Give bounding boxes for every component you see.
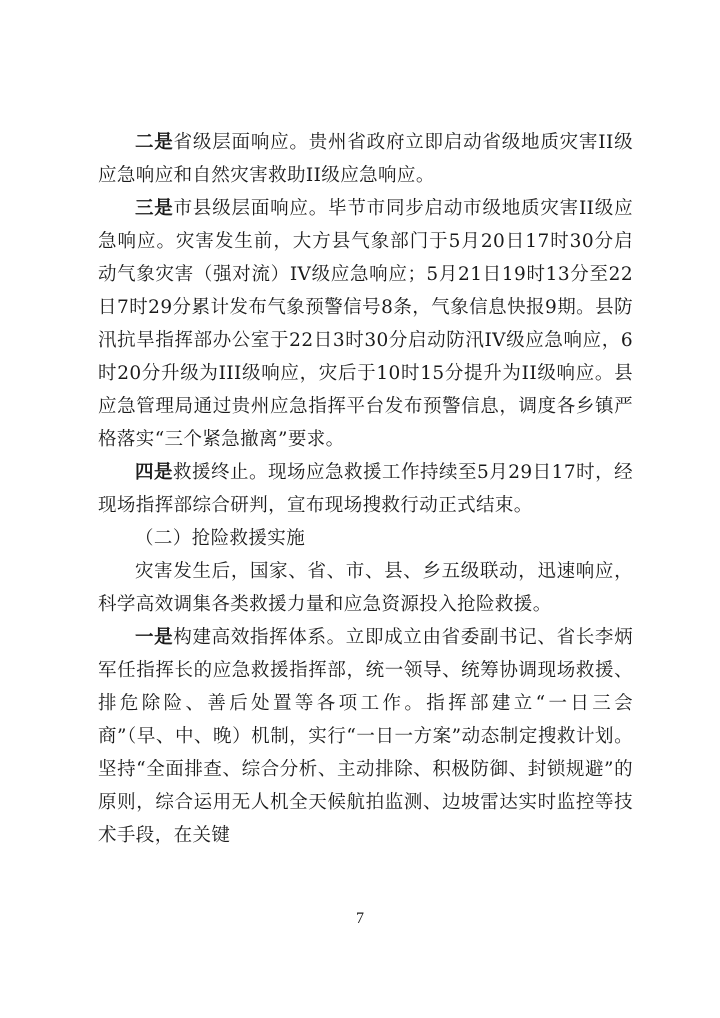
document-body	[98, 126, 633, 852]
paragraph-city-county-response	[98, 192, 633, 456]
paragraph-text: 市县级层面响应。毕节市同步启动市级地质灾害II级应急响应。灾害发生前，大方县气象部门于5月20日17时30分启动气象灾害（强对流）IV级应急响应；5月21日19时13分至22日7时29分累计发布气象预警信号8条，气象信息快报9期。县防汛抗旱指挥部办公室于22日3时30分启动防汛IV级应急响应，6时20分升级为III级响应，灾后于10时15分提升为II级响应。县应急管理局通过贵州应急指挥平台发布预警信息，调度各乡镇严格落实“三个紧急撤离”要求。	[98, 198, 633, 450]
paragraph-command-system	[98, 621, 633, 852]
paragraph-lead: 三是	[135, 198, 174, 219]
paragraph-rescue-termination	[98, 456, 633, 522]
section-heading-text: （二）抢险救援实施	[135, 528, 306, 549]
paragraph-text: 救援终止。现场应急救援工作持续至5月29日17时，经现场指挥部综合研判，宣布现场搜救行动正式结束。	[98, 462, 633, 516]
paragraph-lead: 一是	[135, 627, 174, 648]
paragraph-provincial-response	[98, 126, 633, 192]
section-heading	[98, 522, 633, 555]
paragraph-five-level-linkage	[98, 555, 633, 621]
paragraph-text: 灾害发生后，国家、省、市、县、乡五级联动，迅速响应，科学高效调集各类救援力量和应急资源投入抢险救援。	[98, 561, 633, 615]
paragraph-text: 省级层面响应。贵州省政府立即启动省级地质灾害II级应急响应和自然灾害救助II级应急响应。	[98, 132, 633, 186]
paragraph-lead: 二是	[135, 132, 174, 153]
page-number: 7	[356, 910, 364, 927]
paragraph-text: 构建高效指挥体系。立即成立由省委副书记、省长李炳军任指挥长的应急救援指挥部，统一领导、统筹协调现场救援、排危除险、善后处置等各项工作。指挥部建立“一日三会商”（早、中、晚）机制，实行“一日一方案”动态制定搜救计划。坚持“全面排查、综合分析、主动排除、积极防御、封锁规避”的原则，综合运用无人机全天候航拍监测、边坡雷达实时监控等技术手段，在关键	[98, 627, 633, 846]
paragraph-lead: 四是	[135, 462, 173, 483]
